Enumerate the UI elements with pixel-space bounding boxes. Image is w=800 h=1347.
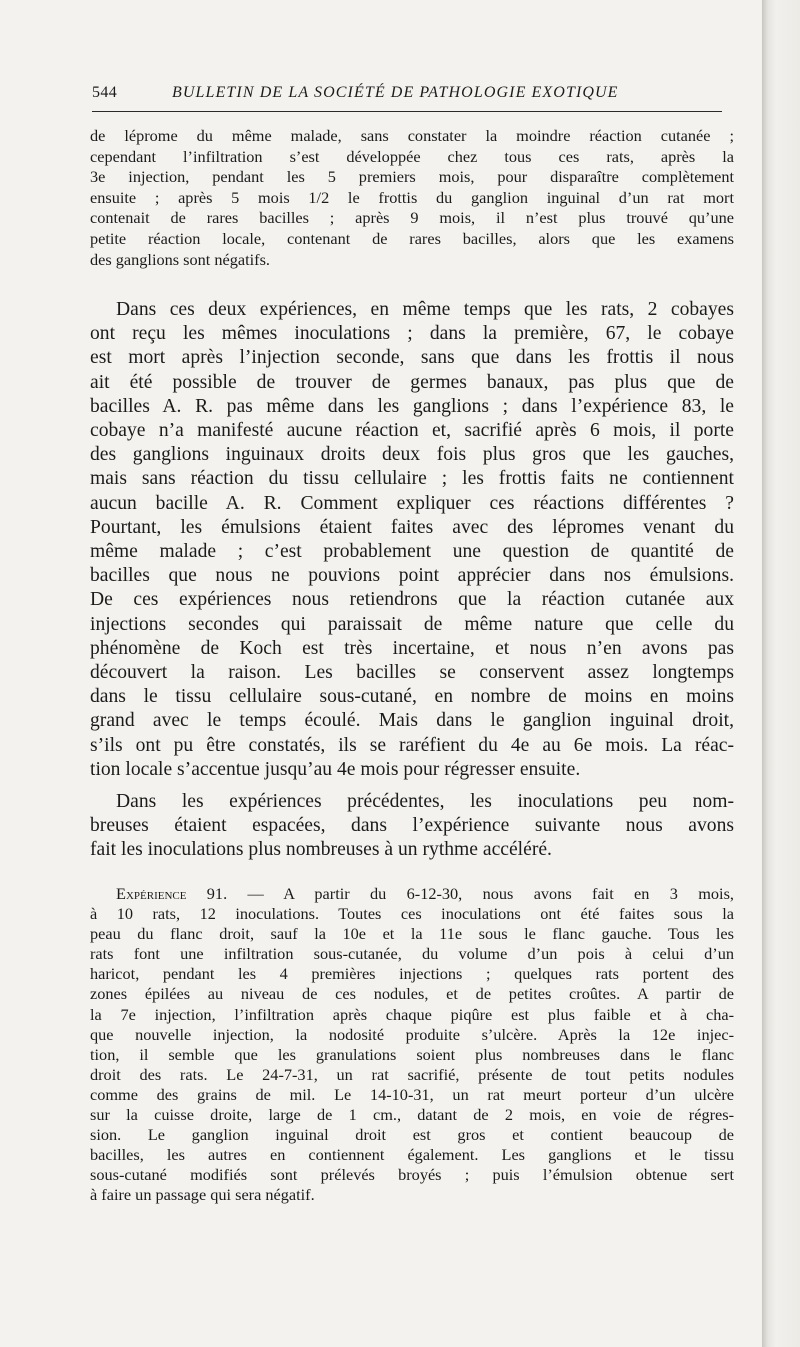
text-line: De ces expériences nous retiendrons que la réaction cutanée aux <box>90 589 734 611</box>
text-line: zones épilées au niveau de ces nodules, et de petites croûtes. A partir de <box>90 984 734 1004</box>
text-line: breuses étaient espacées, dans l’expérience suivante nous avons <box>90 815 734 837</box>
text-line: sur la cuisse droite, large de 1 cm., datant de 2 mois, en voie de régres- <box>90 1105 734 1125</box>
text-line: grand avec le temps écoulé. Mais dans le ganglion inguinal droit, <box>90 710 734 732</box>
text-line: découvert la raison. Les bacilles se conservent assez longtemps <box>90 662 734 684</box>
text-line: que nouvelle injection, la nodosité produite s’ulcère. Après la 12e injec- <box>90 1024 734 1044</box>
intro-paragraph <box>90 126 734 270</box>
text-line: bacilles que nous ne pouvions point apprécier dans nos émulsions. <box>90 565 734 587</box>
text-line <box>90 884 734 904</box>
text-line: de lépromе du même malade, sans constater la moindre réaction cutanée ; <box>90 126 734 145</box>
second-paragraph <box>90 790 734 863</box>
text-line: petite réaction locale, contenant de rares bacilles, alors que les examens <box>90 228 734 248</box>
running-title: BULLETIN DE LA SOCIÉTÉ DE PATHOLOGIE EXOTIQUE <box>172 84 619 101</box>
text-line: sion. Le ganglion inguinal droit est gros et contient beaucoup de <box>90 1125 734 1145</box>
experiment-line-text: — A partir du 6-12-30, nous avons fait en 3 mois, <box>227 884 734 903</box>
main-paragraph <box>90 298 734 782</box>
text-line: dans le tissu cellulaire sous-cutané, en nombre de moins en moins <box>90 686 734 708</box>
text-line: aucun bacille A. R. Comment expliquer ces réactions différentes ? <box>90 492 734 514</box>
text-line: cobaye n’a manifesté aucune réaction et, sacrifié après 6 mois, il porte <box>90 420 734 442</box>
text-line: s’ils ont pu être constatés, ils se raréfient du 4e au 6e mois. La réac- <box>90 734 734 756</box>
text-line: contenait de rares bacilles ; après 9 mois, il n’est plus trouvé qu’une <box>90 208 734 228</box>
text-line: ensuite ; après 5 mois 1/2 le frottis du ganglion inguinal d’un rat mort <box>90 187 734 207</box>
text-line: mais sans réaction du tissu cellulaire ; les frottis faits ne contiennent <box>90 468 734 490</box>
page-number: 544 <box>92 84 118 101</box>
text-line: peau du flanc droit, sauf la 10e et la 11e sous le flanc gauche. Tous les <box>90 924 734 944</box>
text-line: est mort après l’injection seconde, sans que dans les frottis il nous <box>90 347 734 369</box>
text-line: cependant l’infiltration s’est développée chez tous ces rats, après la <box>90 146 734 166</box>
page-header <box>92 81 722 112</box>
text-line: à faire un passage qui sera négatif. <box>90 1185 315 1205</box>
text-line: rats font une infiltration sous-cutanée, du volume d’un pois à celui d’un <box>90 944 734 964</box>
text-line: phénomène de Koch est très incertaine, et nous n’en avons pas <box>90 637 734 659</box>
text-line: ont reçu les mêmes inoculations ; dans la première, 67, le cobaye <box>90 323 734 345</box>
text-line: injections secondes qui paraissait de même nature que celle du <box>90 613 734 635</box>
text-line: à 10 rats, 12 inoculations. Toutes ces inoculations ont été faites sous la <box>90 904 734 924</box>
text-line: sous-cutané modifiés sont prélevés broyés ; puis l’émulsion obtenue sert <box>90 1165 734 1185</box>
text-line: bacilles, les autres en contiennent également. Les ganglions et le tissu <box>90 1145 734 1165</box>
text-line: ait été possible de trouver de germes banaux, pas plus que de <box>90 371 734 393</box>
text-line: Pourtant, les émulsions étaient faites avec des lépromes venant du <box>90 516 734 538</box>
text-line: tion locale s’accentue jusqu’au 4e mois pour régresser ensuite. <box>90 758 581 780</box>
text-line: droit des rats. Le 24-7-31, un rat sacrifié, présente de tout petits nodules <box>90 1064 734 1084</box>
text-line: fait les inoculations plus nombreuses à un rythme accéléré. <box>90 839 552 861</box>
text-line: bacilles A. R. pas même dans les ganglions ; dans l’expérience 83, le <box>90 395 734 417</box>
text-line: 3e injection, pendant les 5 premiers mois, pour disparaître complètement <box>90 167 734 187</box>
text-line: tion, il semble que les granulations soient plus nombreuses dans le flanc <box>90 1044 734 1064</box>
experiment-label: Expérience 91. <box>116 884 228 903</box>
text-line: haricot, pendant les 4 premières injections ; quelques rats portent des <box>90 964 734 984</box>
text-line: des ganglions sont négatifs. <box>90 249 270 269</box>
page-edge-shadow <box>762 0 800 1347</box>
text-line: Dans les expériences précédentes, les inoculations peu nom- <box>116 791 734 812</box>
text-line: la 7e injection, l’infiltration après chaque piqûre est plus faible et à cha- <box>90 1004 734 1024</box>
text-line: même malade ; c’est probablement une question de quantité de <box>90 541 734 563</box>
text-line: comme des grains de mil. Le 14-10-31, un rat meurt porteur d’un ulcère <box>90 1084 734 1104</box>
text-line: des ganglions inguinaux droits deux fois plus gros que les gauches, <box>90 444 734 466</box>
experiment-91-paragraph <box>90 884 734 1206</box>
text-line: Dans ces deux expériences, en même temps que les rats, 2 cobayes <box>116 299 734 320</box>
